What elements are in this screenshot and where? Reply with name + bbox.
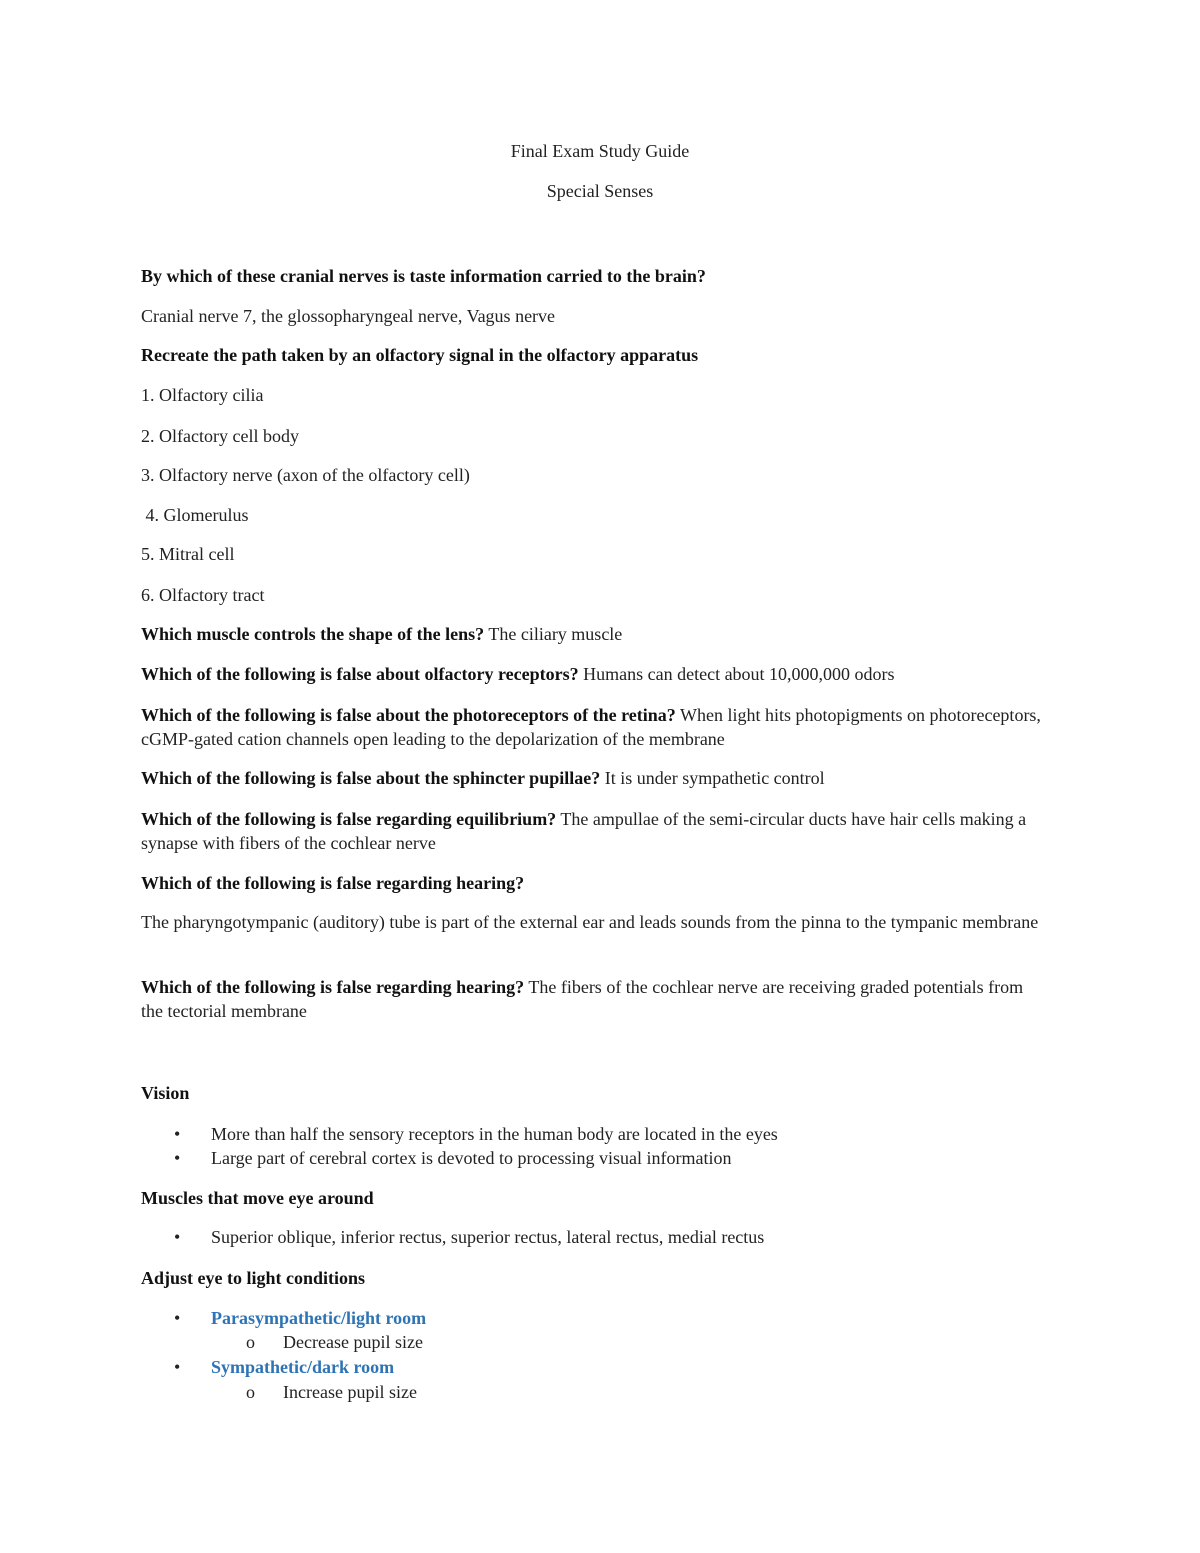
sub-bullet-item: Increase pupil size [283, 1382, 417, 1402]
path-step: 2. Olfactory cell body [141, 426, 299, 446]
path-step: 5. Mitral cell [141, 544, 235, 564]
qa-olfactory-receptors [141, 662, 1041, 686]
answer-text: When light hits photopigments on photoreceptors, cGMP-gated cation channels open leading to the depolarization of the membrane [141, 705, 1041, 749]
qa-photoreceptors [141, 703, 1041, 751]
answer-text: The fibers of the cochlear nerve are receiving graded potentials from the tectorial membrane [141, 977, 1024, 1021]
sub-bullet-marker: o [246, 1332, 255, 1352]
bullet-marker: • [174, 1227, 181, 1247]
document-title: Final Exam Study Guide [510, 141, 690, 161]
sub-bullet-item: Decrease pupil size [283, 1332, 423, 1352]
bullet-marker: • [174, 1148, 181, 1168]
qa-sphincter-pupillae [141, 766, 1041, 790]
question-label: Which muscle controls the shape of the lens? [141, 624, 485, 644]
question-taste-nerves: By which of these cranial nerves is taste information carried to the brain? [141, 266, 706, 286]
path-step: 3. Olfactory nerve (axon of the olfactory cell) [141, 465, 470, 485]
document-subtitle: Special Senses [546, 181, 654, 201]
answer-hearing: The pharyngotympanic (auditory) tube is part of the external ear and leads sounds from the pinna to the tympanic membrane [141, 912, 1039, 932]
question-label: Which of the following is false about olfactory receptors? [141, 664, 579, 684]
sub-bullet-marker: o [246, 1382, 255, 1402]
qa-lens-muscle [141, 622, 1041, 646]
bullet-item-parasympathetic: Parasympathetic/light room [211, 1308, 427, 1328]
bullet-marker: • [174, 1357, 181, 1377]
answer-text: The ampullae of the semi-circular ducts have hair cells making a synapse with fibers of the cochlear nerve [141, 809, 1027, 853]
question-label: Which of the following is false about the photoreceptors of the retina? [141, 705, 676, 725]
question-label: Which of the following is false about the sphincter pupillae? [141, 768, 601, 788]
qa-hearing-cochlear [141, 975, 1041, 1023]
section-heading-vision: Vision [141, 1083, 190, 1103]
section-heading-eye-muscles: Muscles that move eye around [141, 1188, 374, 1208]
bullet-item-sympathetic: Sympathetic/dark room [211, 1357, 395, 1377]
question-label: Which of the following is false regarding hearing? [141, 977, 525, 997]
answer-text: Humans can detect about 10,000,000 odors [578, 664, 895, 684]
qa-equilibrium [141, 807, 1041, 855]
question-label: Which of the following is false regarding equilibrium? [141, 809, 557, 829]
question-hearing: Which of the following is false regarding hearing? [141, 873, 525, 893]
bullet-marker: • [174, 1124, 181, 1144]
section-heading-light-conditions: Adjust eye to light conditions [141, 1268, 366, 1288]
question-olfactory-path: Recreate the path taken by an olfactory signal in the olfactory apparatus [141, 345, 699, 365]
bullet-item: More than half the sensory receptors in the human body are located in the eyes [211, 1124, 778, 1144]
path-step: 6. Olfactory tract [141, 585, 265, 605]
bullet-marker: • [174, 1308, 181, 1328]
bullet-item: Superior oblique, inferior rectus, superior rectus, lateral rectus, medial rectus [211, 1227, 765, 1247]
answer-text: The ciliary muscle [484, 624, 623, 644]
path-step: 1. Olfactory cilia [141, 385, 264, 405]
bullet-item: Large part of cerebral cortex is devoted to processing visual information [211, 1148, 732, 1168]
path-step: 4. Glomerulus [141, 505, 249, 525]
answer-taste-nerves: Cranial nerve 7, the glossopharyngeal nerve, Vagus nerve [141, 306, 556, 326]
answer-text: It is under sympathetic control [600, 768, 825, 788]
